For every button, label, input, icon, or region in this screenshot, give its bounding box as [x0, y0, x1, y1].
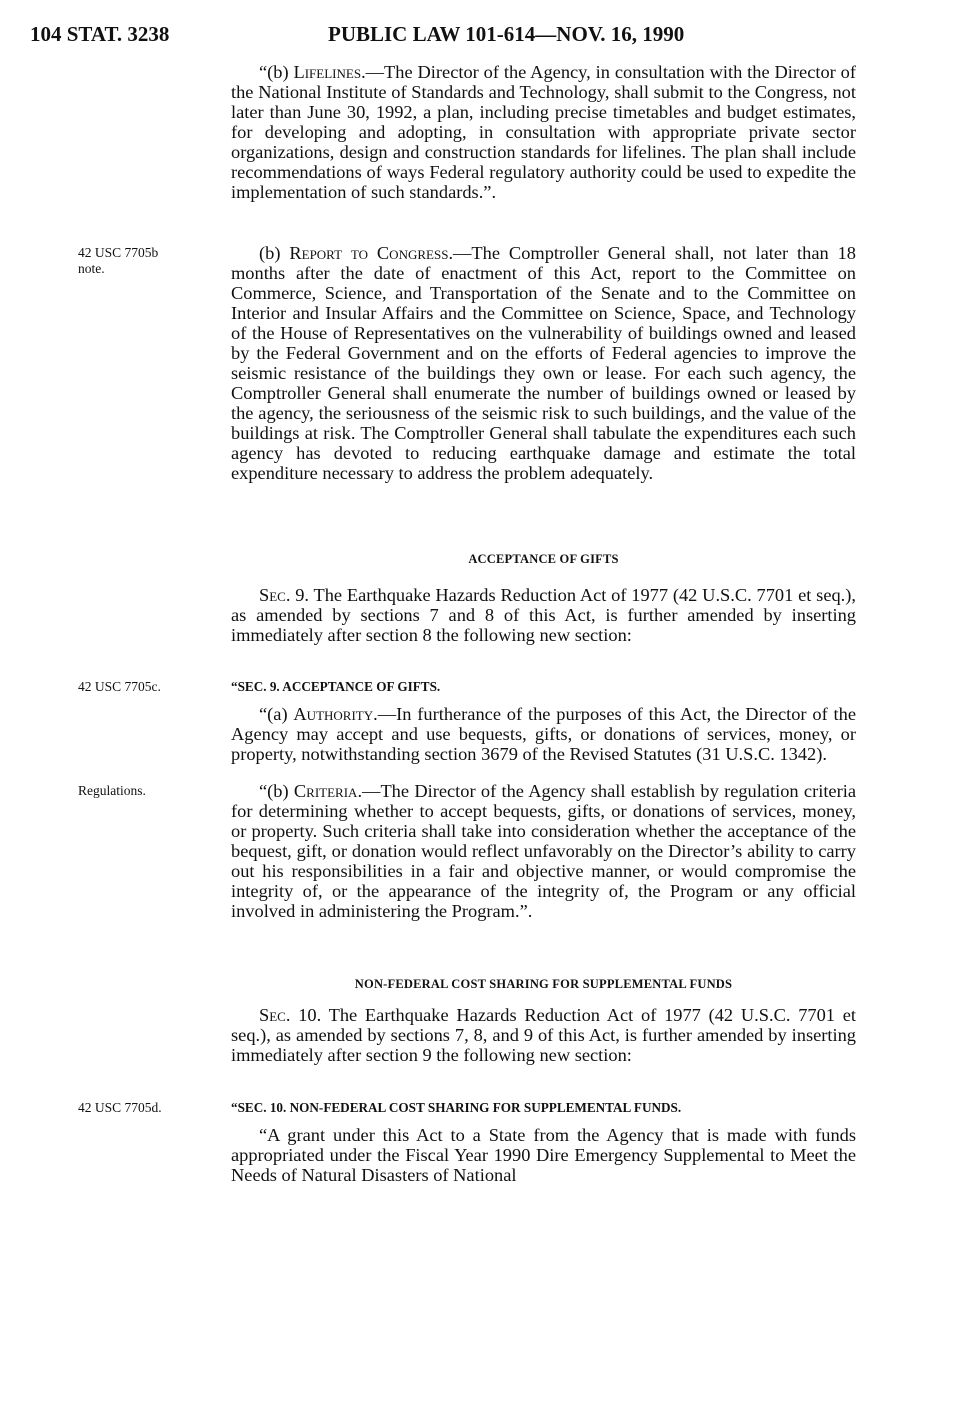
- lead: “(a): [259, 704, 294, 724]
- paragraph-lifelines: [231, 62, 856, 202]
- stat-citation: 104 STAT. 3238: [30, 22, 170, 46]
- lead: “(b): [259, 781, 294, 801]
- margin-note-regulations: Regulations.: [78, 783, 146, 798]
- page-header: [30, 22, 928, 52]
- paragraph-text: .—The Director of the Agency shall establish by regulation criteria for determining whether to accept bequests, gifts, or donations of services, money, or property. Such criteria shall take into consideration whether the acceptance of the bequest, gift, or donation would reflect unfavorably on the Director’s ability to carry out his responsibilities in a fair and objective manner, or would compromise the integrity of, or the appearance of the integrity of, the Program or any official involved in administering the Program.”.: [231, 781, 856, 921]
- section-10-heading: “SEC. 10. NON-FEDERAL COST SHARING FOR SUPPLEMENTAL FUNDS.: [231, 1100, 682, 1115]
- paragraph-criteria: [231, 781, 856, 921]
- lead: (b): [259, 243, 290, 263]
- margin-note-7705b: [78, 245, 158, 277]
- paragraph-grant: [231, 1125, 856, 1185]
- paragraph-text: .—The Comptroller General shall, not later than 18 months after the date of enactment of this Act, report to the Committee on Commerce, Science, and Transportation of the Senate and to the Committee on Interior and Insular Affairs and the Committee on Science, Space, and Technology of the House of Representatives on the vulnerability of buildings owned and leased by the Federal Government and on the efforts of Federal agencies to improve the seismic resistance of the buildings they own or lease. For each such agency, the Comptroller General shall enumerate the number of buildings owned or leased by the agency, the seriousness of the seismic risk to such buildings, and the value of the buildings at risk. The Comptroller General shall tabulate the expenditures each such agency has devoted to reducing earthquake damage and estimate the total expenditure necessary to address the problem adequately.: [231, 243, 857, 483]
- heading-non-federal-cost-sharing: NON-FEDERAL COST SHARING FOR SUPPLEMENTAL FUNDS: [354, 977, 733, 991]
- subheading-term: Authority: [293, 704, 374, 724]
- sec-term: Sec: [259, 585, 286, 605]
- lead: “(b): [259, 62, 294, 82]
- sec-term: Sec: [259, 1005, 286, 1025]
- paragraph-text: .—The Director of the Agency, in consultation with the Director of the National Institute of Standards and Technology, shall submit to the Congress, not later than June 30, 1992, a plan, including precise timetables and budget estimates, for developing and adopting, in consultation with appropriate private sector organizations, design and construction standards for lifelines. The plan shall include recommendations of ways Federal regulatory authority could be used to expedite the implementation of such standards.”.: [231, 62, 856, 202]
- section-9-heading: “SEC. 9. ACCEPTANCE OF GIFTS.: [231, 679, 441, 694]
- margin-note-line: 42 USC 7705b: [78, 245, 159, 260]
- paragraph-text: “A grant under this Act to a State from the Agency that is made with funds appropriated under the Fiscal Year 1990 Dire Emergency Supplemental to Meet the Needs of Natural Disasters of National: [231, 1125, 856, 1185]
- paragraph-sec-9-intro: [231, 585, 856, 645]
- heading-acceptance-of-gifts: ACCEPTANCE OF GIFTS: [468, 552, 619, 566]
- paragraph-text: .—In furtherance of the purposes of this Act, the Director of the Agency may accept and use bequests, gifts, or donations of services, money, or property, notwithstanding section 3679 of the Revised Statutes (31 U.S.C. 1342).: [231, 704, 856, 764]
- subheading-term: Criteria: [293, 781, 358, 801]
- paragraph-authority: [231, 704, 856, 764]
- paragraph-text: . 9. The Earthquake Hazards Reduction Act of 1977 (42 U.S.C. 7701 et seq.), as amended by sections 7 and 8 of this Act, is further amended by inserting immediately after section 8 the following new section:: [231, 585, 856, 645]
- paragraph-sec-10-intro: [231, 1005, 856, 1065]
- paragraph-text: . 10. The Earthquake Hazards Reduction Act of 1977 (42 U.S.C. 7701 et seq.), as amended by sections 7, 8, and 9 of this Act, is further amended by inserting immediately after section 9 the following new section:: [231, 1005, 856, 1065]
- subheading-term: Lifelines: [293, 62, 362, 82]
- public-law-title: PUBLIC LAW 101-614—NOV. 16, 1990: [328, 22, 685, 46]
- subheading-term: Report to Congress: [289, 243, 449, 263]
- paragraph-report-to-congress: [231, 243, 856, 483]
- margin-note-7705d: 42 USC 7705d.: [78, 1100, 162, 1115]
- margin-note-line: note.: [78, 261, 105, 276]
- margin-note-7705c: 42 USC 7705c.: [78, 679, 161, 694]
